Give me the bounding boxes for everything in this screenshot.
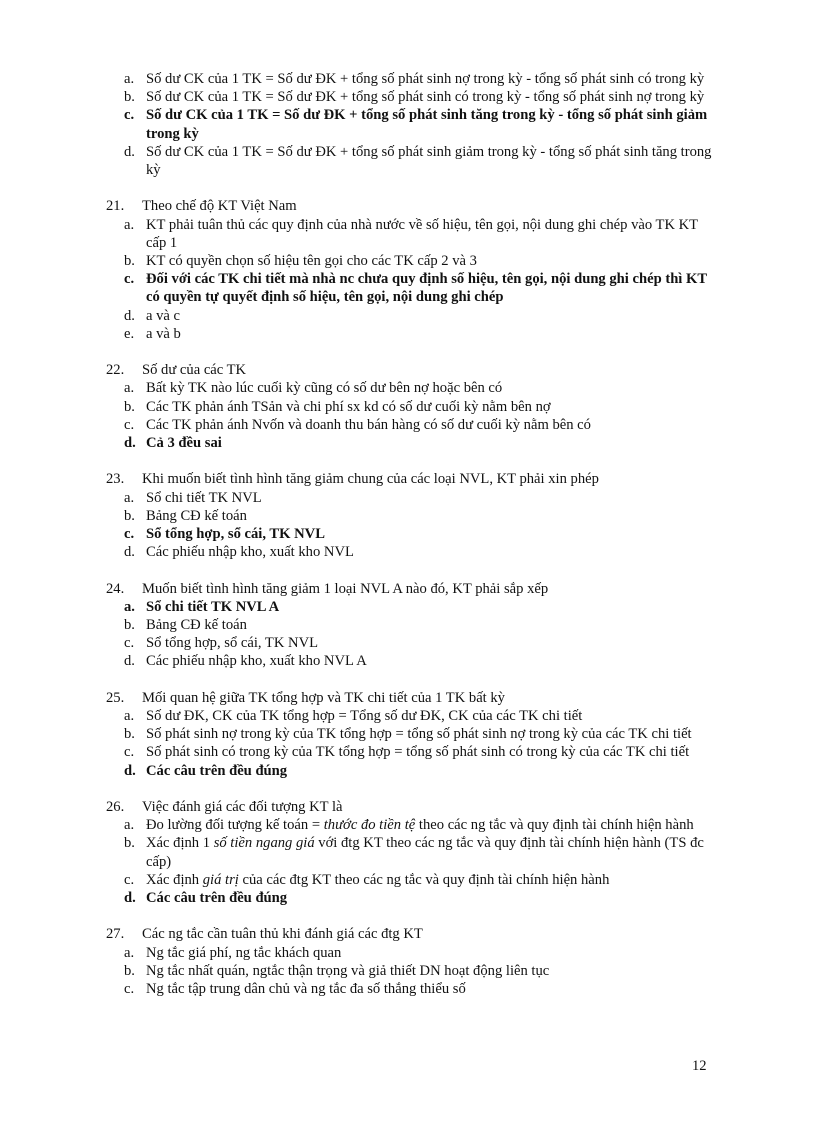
question-text: Khi muốn biết tình hình tăng giảm chung của các loại NVL, KT phải xin phép xyxy=(142,471,599,488)
option-text: Các câu trên đều đúng xyxy=(146,762,288,779)
option-letter: e. xyxy=(124,325,135,342)
answer-option xyxy=(124,252,716,270)
question-stem xyxy=(106,361,716,379)
option-text: a và b xyxy=(146,325,181,342)
question-text: Việc đánh giá các đối tượng KT là xyxy=(142,799,343,816)
option-letter: c. xyxy=(124,871,135,888)
option-letter: d. xyxy=(124,143,135,160)
options-list xyxy=(124,816,716,907)
question-stem xyxy=(106,580,716,598)
answer-option xyxy=(124,70,716,88)
question-21 xyxy=(106,197,716,343)
option-text: Số phát sinh có trong kỳ của TK tổng hợp = tổng số phát sinh có trong kỳ của các TK chi tiết xyxy=(146,744,690,761)
answer-option xyxy=(124,88,716,106)
answer-option xyxy=(124,434,716,452)
answer-option xyxy=(124,270,716,306)
option-letter: a. xyxy=(124,598,135,615)
option-text-part: Xác định xyxy=(146,871,203,888)
answer-option xyxy=(124,743,716,761)
question-23 xyxy=(106,470,716,561)
option-letter: d. xyxy=(124,307,135,324)
option-text: KT phải tuân thủ các quy định của nhà nước về số hiệu, tên gọi, nội dung ghi chép vào TK KT cấp 1 xyxy=(146,216,698,251)
question-25 xyxy=(106,689,716,780)
option-text: Các phiếu nhập kho, xuất kho NVL A xyxy=(146,653,367,670)
question-number: 24. xyxy=(106,580,125,597)
option-text: Cả 3 đều sai xyxy=(146,435,222,452)
option-letter: a. xyxy=(124,71,135,87)
option-letter: c. xyxy=(124,107,135,124)
option-letter: a. xyxy=(124,216,135,233)
question-number: 27. xyxy=(106,926,125,943)
answer-option xyxy=(124,143,716,179)
option-letter: b. xyxy=(124,835,135,852)
answer-option xyxy=(124,507,716,525)
answer-option xyxy=(124,216,716,252)
option-letter: c. xyxy=(124,271,135,288)
option-text-part: Đo lường đối tượng kế toán = xyxy=(146,817,324,834)
question-22 xyxy=(106,361,716,452)
answer-option xyxy=(124,652,716,670)
option-letter: d. xyxy=(124,890,136,907)
option-text: Sổ chi tiết TK NVL xyxy=(146,489,262,506)
answer-option xyxy=(124,725,716,743)
option-letter: b. xyxy=(124,89,135,106)
question-text: Muốn biết tình hình tăng giảm 1 loại NVL A nào đó, KT phải sắp xếp xyxy=(142,580,549,597)
option-text: Sổ tổng hợp, sổ cái, TK NVL xyxy=(146,526,325,543)
option-text: Số dư CK của 1 TK = Số dư ĐK + tổng số phát sinh nợ trong kỳ - tổng số phát sinh có trong kỳ xyxy=(146,71,705,87)
option-text: Số dư CK của 1 TK = Số dư ĐK + tổng số phát sinh tăng trong kỳ - tổng số phát sinh giảm trong kỳ xyxy=(146,107,708,142)
option-letter: c. xyxy=(124,635,135,652)
option-text-italic: giá trị xyxy=(202,871,239,888)
option-letter: a. xyxy=(124,944,135,961)
question-number: 22. xyxy=(106,362,125,379)
option-letter: a. xyxy=(124,708,135,725)
options-list xyxy=(124,489,716,562)
option-text-part: Xác định 1 xyxy=(146,835,214,852)
option-letter: d. xyxy=(124,762,136,779)
options-list xyxy=(124,707,716,780)
answer-option xyxy=(124,962,716,980)
question-number: 21. xyxy=(106,198,125,215)
option-text: Số dư CK của 1 TK = Số dư ĐK + tổng số phát sinh có trong kỳ - tổng số phát sinh nợ trong kỳ xyxy=(146,89,705,106)
answer-option xyxy=(124,634,716,652)
answer-option xyxy=(124,398,716,416)
option-letter: b. xyxy=(124,726,135,743)
option-letter: c. xyxy=(124,744,135,761)
question-stem xyxy=(106,197,716,215)
answer-option xyxy=(124,598,716,616)
option-letter: b. xyxy=(124,398,135,415)
answer-option xyxy=(124,379,716,397)
answer-option xyxy=(124,889,716,907)
question-list xyxy=(106,197,716,998)
option-text: Bảng CĐ kế toán xyxy=(146,617,247,634)
question-stem xyxy=(106,689,716,707)
option-text xyxy=(146,872,609,888)
option-text xyxy=(146,817,694,833)
answer-option xyxy=(124,106,716,142)
option-letter: b. xyxy=(124,253,135,270)
option-letter: d. xyxy=(124,653,135,670)
option-text-part: với đtg KT theo các ng tắc và quy định tài chính hiện hành (TS đc cấp) xyxy=(146,835,704,870)
question-stem xyxy=(106,925,716,943)
answer-option xyxy=(124,543,716,561)
question-number: 25. xyxy=(106,689,125,706)
option-letter: a. xyxy=(124,489,135,506)
option-text: Số phát sinh nợ trong kỳ của TK tổng hợp = tổng số phát sinh nợ trong kỳ của các TK chi tiết xyxy=(146,726,692,743)
question-number: 26. xyxy=(106,799,125,816)
option-text xyxy=(146,835,704,869)
option-letter: a. xyxy=(124,817,135,834)
answer-option xyxy=(124,980,716,998)
option-text: Các phiếu nhập kho, xuất kho NVL xyxy=(146,544,354,561)
answer-option xyxy=(124,944,716,962)
option-letter: c. xyxy=(124,416,135,433)
option-text: Sổ tổng hợp, sổ cái, TK NVL xyxy=(146,635,319,652)
question-text: Các ng tắc cần tuân thủ khi đánh giá các đtg KT xyxy=(142,926,423,943)
option-letter: d. xyxy=(124,544,135,561)
question-20-continued xyxy=(124,70,716,179)
option-text: a và c xyxy=(146,307,181,324)
option-letter: b. xyxy=(124,617,135,634)
option-text: Đối với các TK chi tiết mà nhà nc chưa quy định số hiệu, tên gọi, nội dung ghi chép thì KT có quyền tự quyết định số hiệu, tên gọi, nội dung ghi chép xyxy=(146,271,707,306)
options-list xyxy=(124,944,716,999)
option-letter: c. xyxy=(124,981,135,998)
option-text: Các TK phản ánh Nvốn và doanh thu bán hàng có số dư cuối kỳ nằm bên có xyxy=(146,416,591,433)
option-text: Số dư CK của 1 TK = Số dư ĐK + tổng số phát sinh giảm trong kỳ - tổng số phát sinh tăng trong kỳ xyxy=(146,143,712,179)
option-text: KT có quyền chọn số hiệu tên gọi cho các TK cấp 2 và 3 xyxy=(146,253,477,270)
option-text: Các TK phản ánh TSản và chi phí sx kd có số dư cuối kỳ nằm bên nợ xyxy=(146,398,551,415)
options-list xyxy=(124,379,716,452)
options-list xyxy=(124,216,716,343)
question-text: Mối quan hệ giữa TK tổng hợp và TK chi tiết của 1 TK bất kỳ xyxy=(142,689,505,706)
question-27 xyxy=(106,925,716,998)
option-text-italic: số tiền ngang giá xyxy=(213,835,315,852)
question-26 xyxy=(106,798,716,907)
answer-option xyxy=(124,525,716,543)
option-text: Số dư ĐK, CK của TK tổng hợp = Tổng số dư ĐK, CK của các TK chi tiết xyxy=(146,708,583,725)
question-number: 23. xyxy=(106,471,125,488)
question-text: Số dư của các TK xyxy=(142,362,247,379)
option-text: Ng tắc nhất quán, ngtắc thận trọng và giả thiết DN hoạt động liên tục xyxy=(146,962,550,979)
option-text: Bất kỳ TK nào lúc cuối kỳ cũng có số dư bên nợ hoặc bên có xyxy=(146,380,503,397)
answer-option xyxy=(124,834,716,870)
option-text: Các câu trên đều đúng xyxy=(146,890,288,907)
option-letter: d. xyxy=(124,435,136,452)
page-content xyxy=(106,70,716,1016)
option-letter: b. xyxy=(124,962,135,979)
question-stem xyxy=(106,470,716,488)
page-number: 12 xyxy=(692,1058,707,1074)
options-list xyxy=(124,598,716,671)
answer-option xyxy=(124,325,716,343)
answer-option xyxy=(124,762,716,780)
question-stem xyxy=(106,798,716,816)
question-24 xyxy=(106,580,716,671)
answer-option xyxy=(124,489,716,507)
option-text: Ng tắc giá phí, ng tắc khách quan xyxy=(146,944,342,961)
option-text: Ng tắc tập trung dân chủ và ng tắc đa số thắng thiểu số xyxy=(146,981,466,998)
answer-option xyxy=(124,616,716,634)
answer-option xyxy=(124,707,716,725)
answer-option xyxy=(124,307,716,325)
option-text-part: theo các ng tắc và quy định tài chính hiện hành xyxy=(415,817,694,834)
option-text: Sổ chi tiết TK NVL A xyxy=(146,598,280,615)
option-text: Bảng CĐ kế toán xyxy=(146,507,247,524)
question-text: Theo chế độ KT Việt Nam xyxy=(142,198,297,215)
option-text-italic: thước đo tiền tệ xyxy=(323,817,416,834)
option-letter: c. xyxy=(124,526,135,543)
answer-option xyxy=(124,416,716,434)
option-letter: b. xyxy=(124,507,135,524)
option-text-part: của các đtg KT theo các ng tắc và quy định tài chính hiện hành xyxy=(238,871,610,888)
answer-option xyxy=(124,816,716,834)
option-letter: a. xyxy=(124,380,135,397)
answer-option xyxy=(124,871,716,889)
options-list xyxy=(124,70,716,179)
